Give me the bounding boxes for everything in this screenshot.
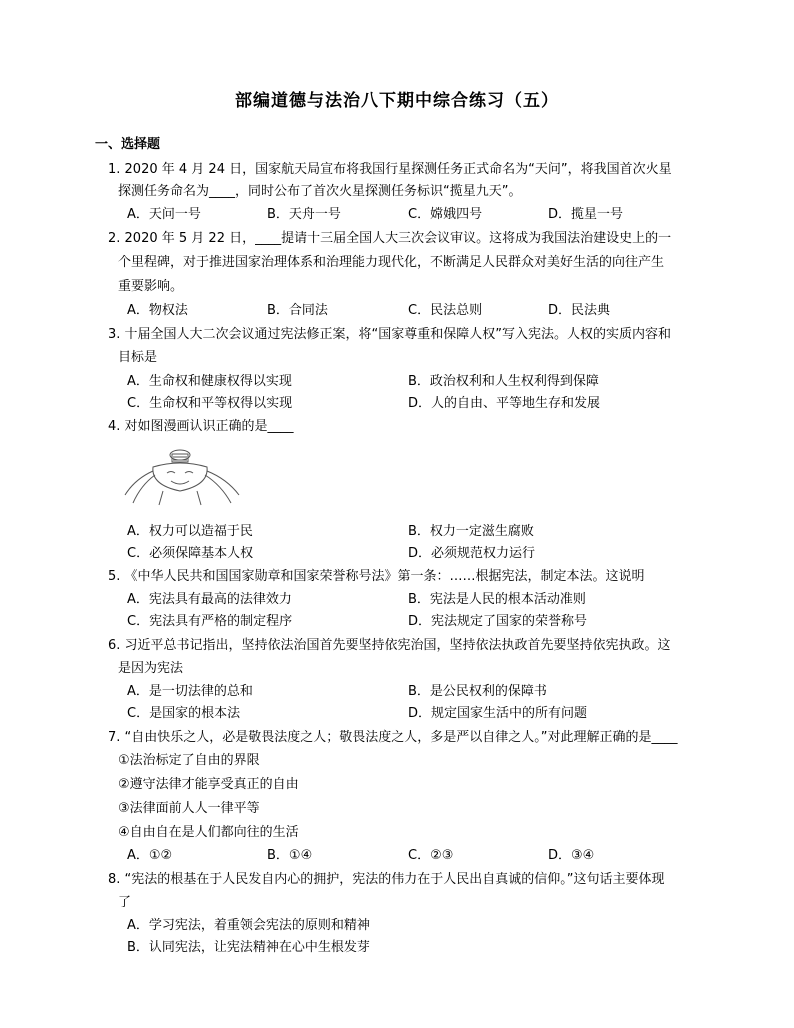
question-2-option-a: A．物权法 bbox=[127, 303, 188, 318]
question-4-option-b: B．权力一定滋生腐败 bbox=[408, 524, 534, 539]
question-6-option-b: B．是公民权利的保障书 bbox=[408, 684, 547, 699]
question-4-line-1: 4. 对如图漫画认识正确的是____ bbox=[108, 419, 294, 434]
question-2-line-3: 重要影响。 bbox=[118, 279, 184, 294]
question-7-item-4: ④自由自在是人们都向往的生活 bbox=[118, 825, 299, 840]
question-8-option-b: B．认同宪法，让宪法精神在心中生根发芽 bbox=[127, 940, 370, 955]
question-7-item-1: ①法治标定了自由的界限 bbox=[118, 753, 260, 768]
question-8-option-a: A．学习宪法，着重领会宪法的原则和精神 bbox=[127, 918, 370, 933]
question-6-option-c: C．是国家的根本法 bbox=[127, 706, 241, 721]
question-7-option-d: D．③④ bbox=[548, 848, 595, 863]
question-3-option-b: B．政治权利和人生权利得到保障 bbox=[408, 374, 599, 389]
question-1-line-2: 探测任务命名为____，同时公布了首次火星探测任务标识“揽星九天”。 bbox=[118, 184, 522, 199]
question-6-line-2: 是因为宪法 bbox=[118, 661, 184, 676]
question-6-option-d: D．规定国家生活中的所有问题 bbox=[408, 706, 588, 721]
question-2-line-1: 2. 2020 年 5 月 22 日，____提请十三届全国人大三次会议审议。这将成为我国法治建设史上的一 bbox=[108, 231, 672, 246]
question-1-option-a: A．天问一号 bbox=[127, 207, 201, 222]
question-5-option-c: C．宪法具有严格的制定程序 bbox=[127, 614, 293, 629]
question-7-option-c: C．②③ bbox=[408, 848, 454, 863]
page-title: 部编道德与法治八下期中综合练习（五） bbox=[235, 91, 559, 111]
question-1-option-d: D．揽星一号 bbox=[548, 207, 624, 222]
question-7-item-3: ③法律面前人人一律平等 bbox=[118, 801, 260, 816]
question-3-option-a: A．生命权和健康权得以实现 bbox=[127, 374, 292, 389]
question-1-option-b: B．天舟一号 bbox=[267, 207, 341, 222]
question-3-option-c: C．生命权和平等权得以实现 bbox=[127, 396, 293, 411]
question-8-line-2: 了 bbox=[118, 895, 132, 910]
question-2-option-c: C．民法总则 bbox=[408, 303, 483, 318]
question-4-option-c: C．必须保障基本人权 bbox=[127, 546, 254, 561]
question-2-option-d: D．民法典 bbox=[548, 303, 611, 318]
question-5-option-a: A．宪法具有最高的法律效力 bbox=[127, 592, 292, 607]
question-4-option-a: A．权力可以造福于民 bbox=[127, 524, 253, 539]
question-1-line-1: 1. 2020 年 4 月 24 日，国家航天局宣布将我国行星探测任务正式命名为“天问”，将我国首次火星 bbox=[108, 162, 672, 177]
question-7-option-a: A．①② bbox=[127, 848, 173, 863]
question-5-line-1: 5. 《中华人民共和国国家勋章和国家荣誉称号法》第一条：……根据宪法，制定本法。这说明 bbox=[108, 569, 645, 584]
question-1-option-c: C．嫦娥四号 bbox=[408, 207, 483, 222]
question-5-option-b: B．宪法是人民的根本活动准则 bbox=[408, 592, 586, 607]
question-4-option-d: D．必须规范权力运行 bbox=[408, 546, 536, 561]
question-3-option-d: D．人的自由、平等地生存和发展 bbox=[408, 396, 601, 411]
question-7-item-2: ②遵守法律才能享受真正的自由 bbox=[118, 777, 299, 792]
question-5-option-d: D．宪法规定了国家的荣誉称号 bbox=[408, 614, 588, 629]
question-2-option-b: B．合同法 bbox=[267, 303, 328, 318]
question-6-option-a: A．是一切法律的总和 bbox=[127, 684, 253, 699]
question-3-line-1: 3. 十届全国人大二次会议通过宪法修正案，将“国家尊重和保障人权”写入宪法。人权的实质内容和 bbox=[108, 327, 672, 342]
cartoon-figure bbox=[123, 445, 241, 513]
question-7-option-b: B．①④ bbox=[267, 848, 313, 863]
section-heading: 一、选择题 bbox=[95, 137, 161, 152]
question-2-line-2: 个里程碑，对于推进国家治理体系和治理能力现代化，不断满足人民群众对美好生活的向往产生 bbox=[118, 255, 665, 270]
question-7-line-1: 7. “自由快乐之人，必是敬畏法度之人；敬畏法度之人，多是严以自律之人。”对此理解正确的是____ bbox=[108, 730, 678, 745]
question-6-line-1: 6. 习近平总书记指出，坚持依法治国首先要坚持依宪治国，坚持依法执政首先要坚持依宪执政。这 bbox=[108, 638, 671, 653]
question-3-line-2: 目标是 bbox=[118, 350, 158, 365]
question-8-line-1: 8. “宪法的根基在于人民发自内心的拥护，宪法的伟力在于人民出自真诚的信仰。”这句话主要体现 bbox=[108, 872, 665, 887]
